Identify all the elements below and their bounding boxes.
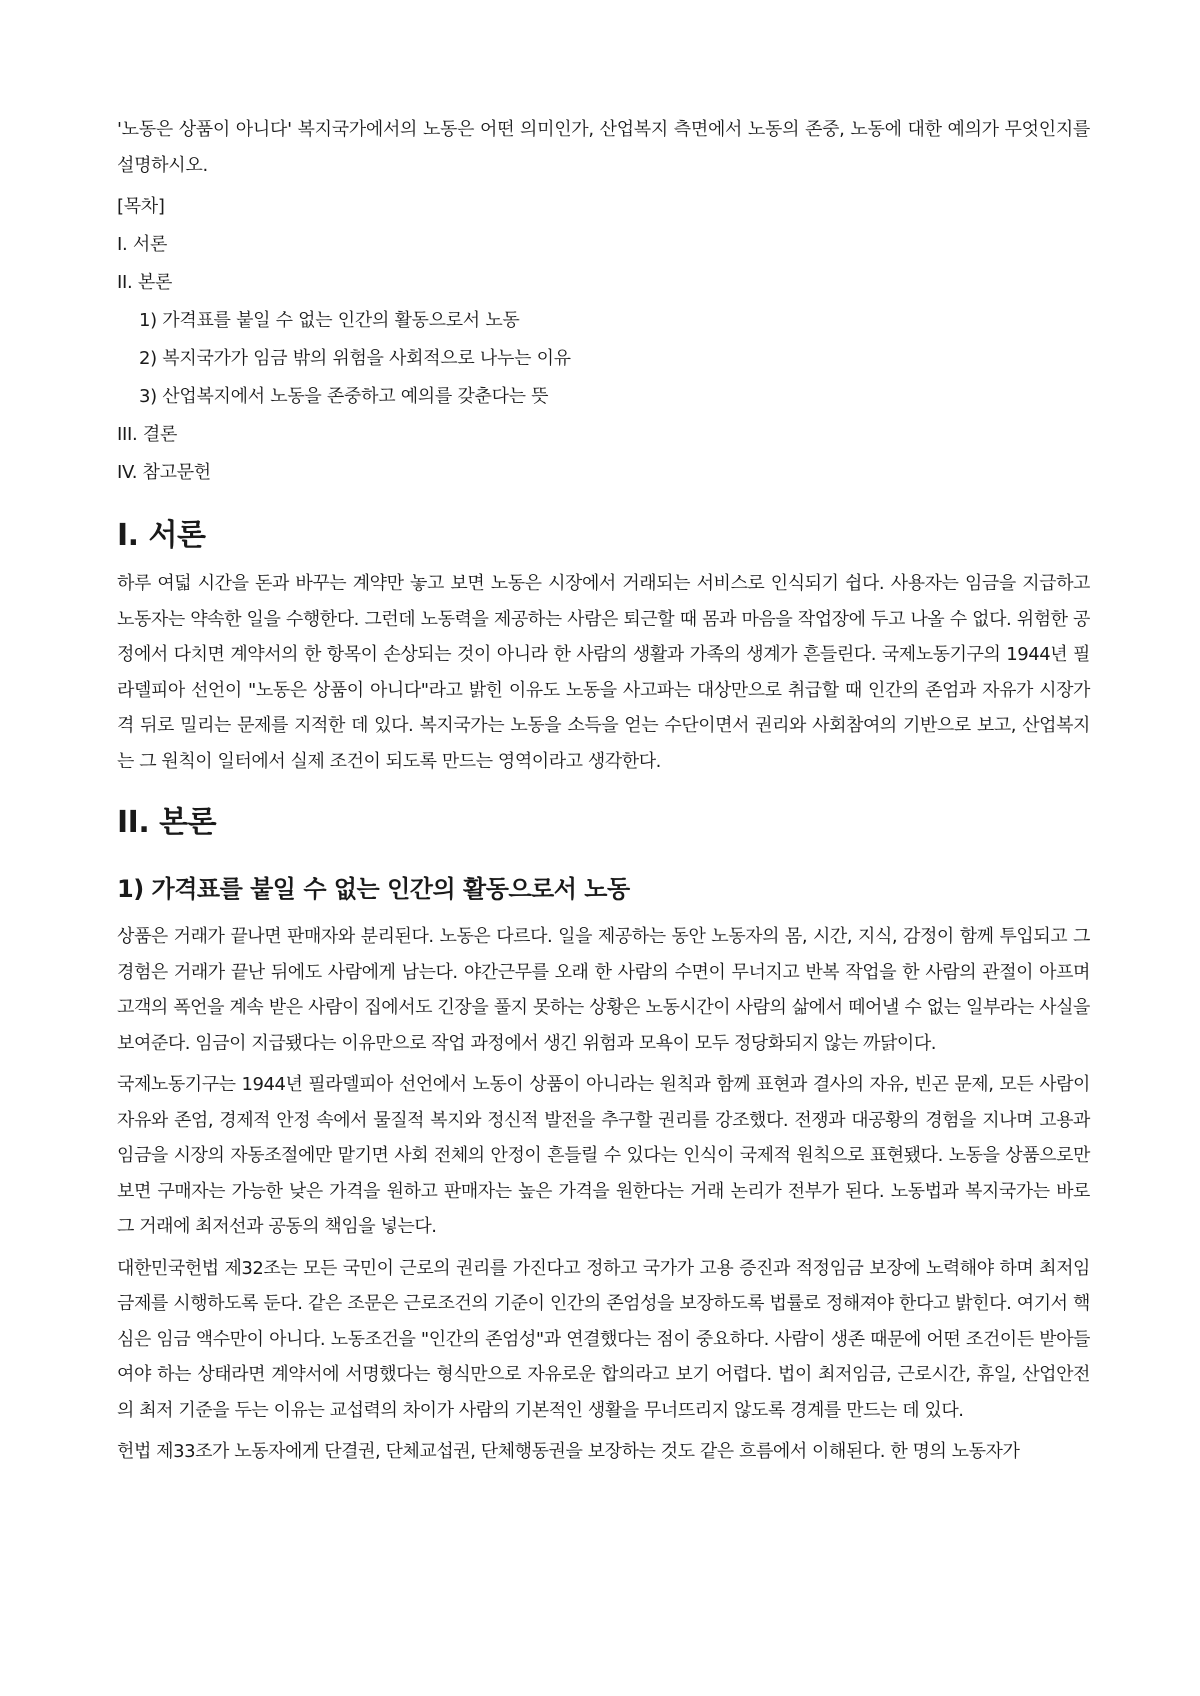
body-paragraph: 국제노동기구는 1944년 필라델피아 선언에서 노동이 상품이 아니라는 원칙과 함께 표현과 결사의 자유, 빈곤 문제, 모든 사람이 자유와 존엄, 경제적 안정 속에서 물질적 복지와 정신적 발전을 추구할 권리를 강조했다. 전쟁과 대공황의 경험을 지나며 고용과 임금을 시장의 자동조절에만 맡기면 사회 전체의 안정이 흔들릴 수 있다는 인식이 국제적 원칙으로 표현됐다. 노동을 상품으로만 보면 구매자는 가능한 낮은 가격을 원하고 판매자는 높은 가격을 원한다는 거래 논리가 전부가 된다. 노동법과 복지국가는 바로 그 거래에 최저선과 공동의 책임을 넣는다. xyxy=(117,1074,1090,1237)
body-paragraph: 상품은 거래가 끝나면 판매자와 분리된다. 노동은 다르다. 일을 제공하는 동안 노동자의 몸, 시간, 지식, 감정이 함께 투입되고 그 경험은 거래가 끝난 뒤에도 사람에게 남는다. 야간근무를 오래 한 사람의 수면이 무너지고 반복 작업을 한 사람의 관절이 아프며 고객의 폭언을 계속 받은 사람이 집에서도 긴장을 풀지 못하는 상황은 노동시간이 사람의 삶에서 떼어낼 수 없는 일부라는 사실을 보여준다. 임금이 지급됐다는 이유만으로 작업 과정에서 생긴 위험과 모욕이 모두 정당화되지 않는 까닭이다. xyxy=(117,926,1090,1054)
subsection-heading-1: 1) 가격표를 붙일 수 없는 인간의 활동으로서 노동 xyxy=(117,875,630,903)
assignment-question: '노동은 상품이 아니다' 복지국가에서의 노동은 어떤 의미인가, 산업복지 측면에서 노동의 존중, 노동에 대한 예의가 무엇인지를 설명하시오. xyxy=(117,119,1090,176)
table-of-contents xyxy=(117,188,1090,492)
toc-item-conclusion: III. 결론 xyxy=(117,424,178,445)
section-heading-intro: I. 서론 xyxy=(117,518,206,553)
toc-heading: [목차] xyxy=(117,196,165,217)
toc-item-intro: I. 서론 xyxy=(117,234,168,255)
section-heading-body: II. 본론 xyxy=(117,805,217,840)
body-paragraph: 헌법 제33조가 노동자에게 단결권, 단체교섭권, 단체행동권을 보장하는 것도 같은 흐름에서 이해된다. 한 명의 노동자가 xyxy=(117,1441,1020,1462)
toc-item-body-1: 1) 가격표를 붙일 수 없는 인간의 활동으로서 노동 xyxy=(139,310,520,331)
toc-item-references: IV. 참고문헌 xyxy=(117,462,211,483)
toc-item-body: II. 본론 xyxy=(117,272,173,293)
document-page xyxy=(117,112,1090,1476)
toc-item-body-3: 3) 산업복지에서 노동을 존중하고 예의를 갖춘다는 뜻 xyxy=(139,386,549,407)
intro-paragraph: 하루 여덟 시간을 돈과 바꾸는 계약만 놓고 보면 노동은 시장에서 거래되는 서비스로 인식되기 쉽다. 사용자는 임금을 지급하고 노동자는 약속한 일을 수행한다. 그런데 노동력을 제공하는 사람은 퇴근할 때 몸과 마음을 작업장에 두고 나올 수 없다. 위험한 공정에서 다치면 계약서의 한 항목이 손상되는 것이 아니라 한 사람의 생활과 가족의 생계가 흔들린다. 국제노동기구의 1944년 필라델피아 선언이 "노동은 상품이 아니다"라고 밝힌 이유도 노동을 사고파는 대상만으로 취급할 때 인간의 존엄과 자유가 시장가격 뒤로 밀리는 문제를 지적한 데 있다. 복지국가는 노동을 소득을 얻는 수단이면서 권리와 사회참여의 기반으로 보고, 산업복지는 그 원칙이 일터에서 실제 조건이 되도록 만드는 영역이라고 생각한다. xyxy=(117,573,1090,772)
body-paragraph: 대한민국헌법 제32조는 모든 국민이 근로의 권리를 가진다고 정하고 국가가 고용 증진과 적정임금 보장에 노력해야 하며 최저임금제를 시행하도록 둔다. 같은 조문은 근로조건의 기준이 인간의 존엄성을 보장하도록 법률로 정해져야 한다고 밝힌다. 여기서 핵심은 임금 액수만이 아니다. 노동조건을 "인간의 존엄성"과 연결했다는 점이 중요하다. 사람이 생존 때문에 어떤 조건이든 받아들여야 하는 상태라면 계약서에 서명했다는 형식만으로 자유로운 합의라고 보기 어렵다. 법이 최저임금, 근로시간, 휴일, 산업안전의 최저 기준을 두는 이유는 교섭력의 차이가 사람의 기본적인 생활을 무너뜨리지 않도록 경계를 만드는 데 있다. xyxy=(117,1257,1090,1421)
toc-item-body-2: 2) 복지국가가 임금 밖의 위험을 사회적으로 나누는 이유 xyxy=(139,348,571,369)
